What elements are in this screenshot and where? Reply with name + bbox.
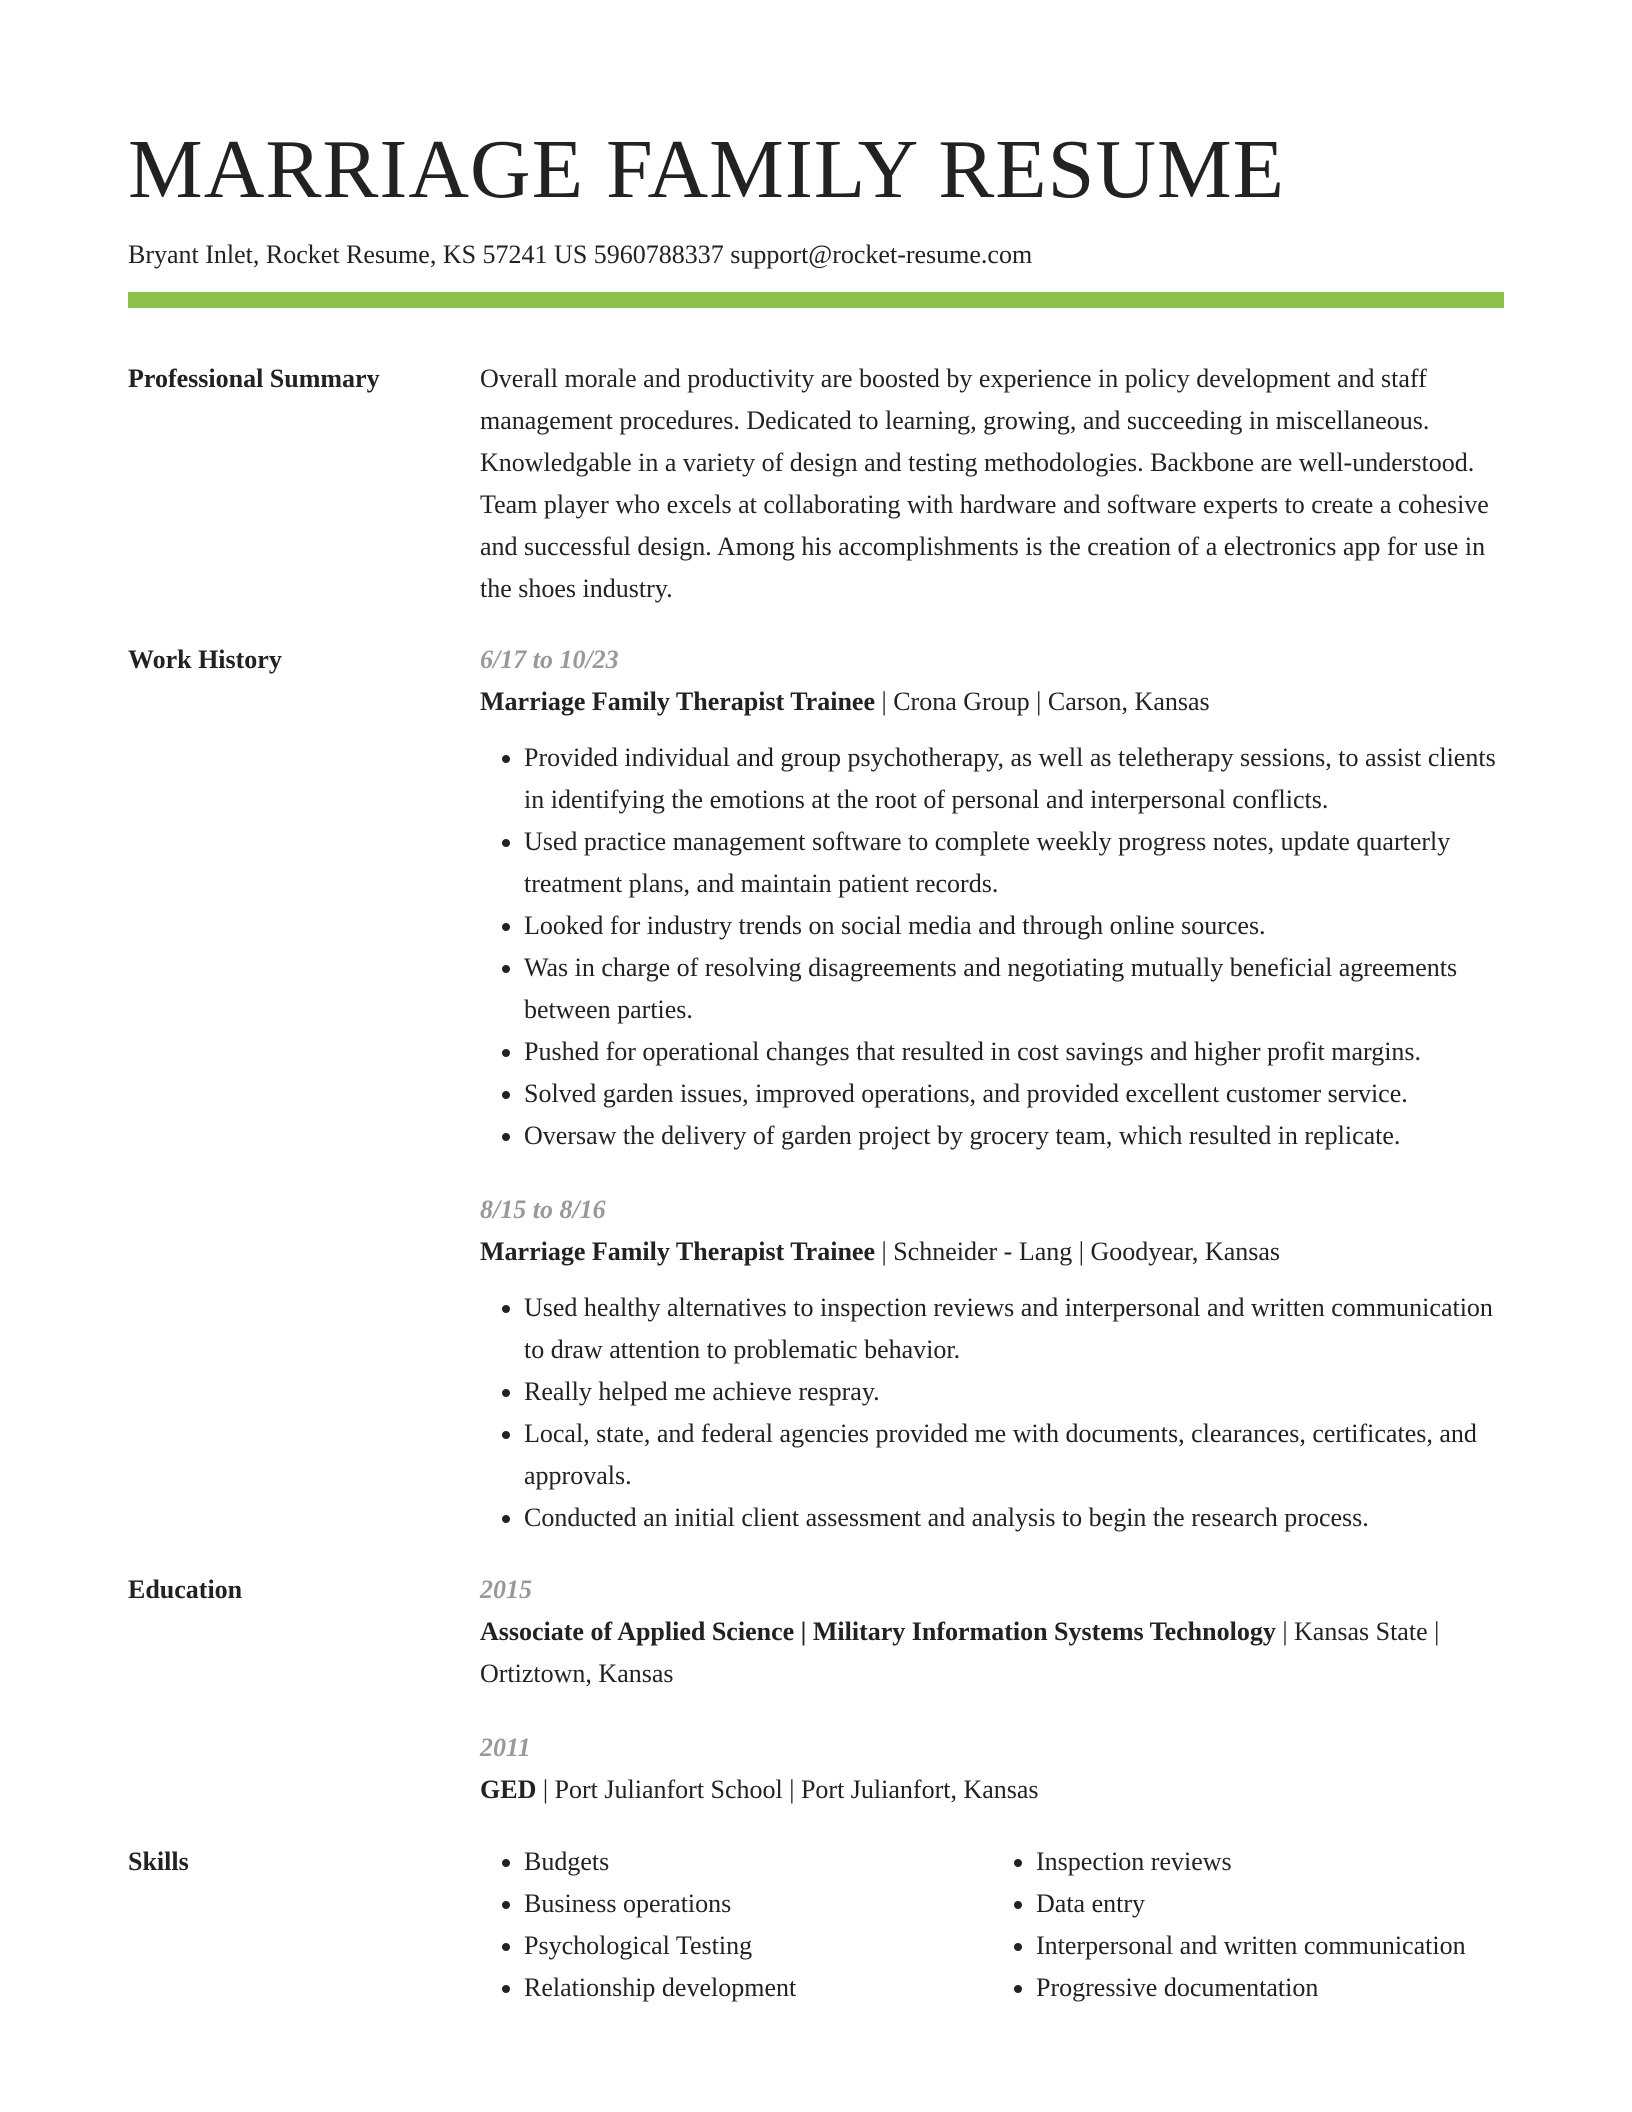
skill-item: • Data entry (1036, 1883, 1504, 1925)
list-item: • Really helped me achieve respray. (524, 1371, 1504, 1413)
summary-heading: Professional Summary (128, 364, 380, 393)
list-item: • Solved garden issues, improved operations, and provided excellent customer service. (524, 1073, 1504, 1115)
summary-section (128, 358, 1504, 610)
skills-columns (480, 1841, 1504, 2009)
job-bullets (480, 737, 1504, 1157)
skill-item: • Inspection reviews (1036, 1841, 1504, 1883)
resume-page (128, 0, 1504, 2009)
list-item: • Was in charge of resolving disagreements and negotiating mutually beneficial agreements between parties. (524, 947, 1504, 1031)
list-item: • Conducted an initial client assessment and analysis to begin the research process. (524, 1497, 1504, 1539)
education-heading-line (480, 1769, 1504, 1811)
contact-line: Bryant Inlet, Rocket Resume, KS 57241 US 5960788337 support@rocket-resume.com (128, 240, 1033, 269)
education-entry (480, 1569, 1504, 1695)
skills-list-right (992, 1841, 1504, 2009)
education-year: 2015 (480, 1575, 532, 1604)
education-heading: Education (128, 1575, 243, 1604)
skills-list-left (480, 1841, 992, 2009)
list-item: • Pushed for operational changes that resulted in cost savings and higher profit margins. (524, 1031, 1504, 1073)
list-item: • Used healthy alternatives to inspection reviews and interpersonal and written communication to draw attention to problematic behavior. (524, 1287, 1504, 1371)
skill-item: • Interpersonal and written communication (1036, 1925, 1504, 1967)
education-entry (480, 1727, 1504, 1811)
skill-item: • Relationship development (524, 1967, 992, 2009)
summary-text: Overall morale and productivity are boosted by experience in policy development and staff management procedures. Dedicated to learning, growing, and succeeding in miscellaneous. Knowledgable in a variety of design and testing methodologies. Backbone are well-understood. Team player who excels at collaborating with hardware and software experts to create a cohesive and successful design. Among his accomplishments is the creation of a electronics app for use in the shoes industry. (480, 364, 1489, 603)
job-entry (480, 1189, 1504, 1539)
job-dates: 6/17 to 10/23 (480, 645, 619, 674)
education-degree: GED (480, 1775, 537, 1804)
work-history-section (128, 639, 1504, 1539)
job-heading (480, 1231, 1504, 1273)
skill-item: • Psychological Testing (524, 1925, 992, 1967)
education-details: | Port Julianfort School | Port Julianfort, Kansas (536, 1775, 1039, 1804)
job-title: Marriage Family Therapist Trainee (480, 1237, 875, 1266)
job-entry (480, 639, 1504, 1157)
education-heading-line (480, 1611, 1504, 1695)
education-year: 2011 (480, 1733, 531, 1762)
list-item: • Local, state, and federal agencies provided me with documents, clearances, certificates, and approvals. (524, 1413, 1504, 1497)
job-details: | Crona Group | Carson, Kansas (875, 687, 1210, 716)
list-item: • Oversaw the delivery of garden project by grocery team, which resulted in replicate. (524, 1115, 1504, 1157)
job-details: | Schneider - Lang | Goodyear, Kansas (875, 1237, 1281, 1266)
skill-item: • Budgets (524, 1841, 992, 1883)
job-dates: 8/15 to 8/16 (480, 1195, 606, 1224)
list-item: • Looked for industry trends on social media and through online sources. (524, 905, 1504, 947)
list-item: • Used practice management software to complete weekly progress notes, update quarterly treatment plans, and maintain patient records. (524, 821, 1504, 905)
work-history-heading: Work History (128, 645, 282, 674)
job-bullets (480, 1287, 1504, 1539)
skill-item: • Business operations (524, 1883, 992, 1925)
list-item: • Provided individual and group psychotherapy, as well as teletherapy sessions, to assist clients in identifying the emotions at the root of personal and interpersonal conflicts. (524, 737, 1504, 821)
education-details: | Kansas State | Ortiztown, Kansas (480, 1617, 1440, 1688)
education-section (128, 1569, 1504, 1811)
skills-heading: Skills (128, 1847, 189, 1876)
education-degree: Associate of Applied Science | Military Information Systems Technology (480, 1617, 1276, 1646)
job-heading (480, 681, 1504, 723)
resume-title: MARRIAGE FAMILY RESUME (128, 123, 1285, 216)
job-title: Marriage Family Therapist Trainee (480, 687, 875, 716)
skills-section (128, 1841, 1504, 2009)
accent-divider (128, 292, 1504, 308)
skill-item: • Progressive documentation (1036, 1967, 1504, 2009)
